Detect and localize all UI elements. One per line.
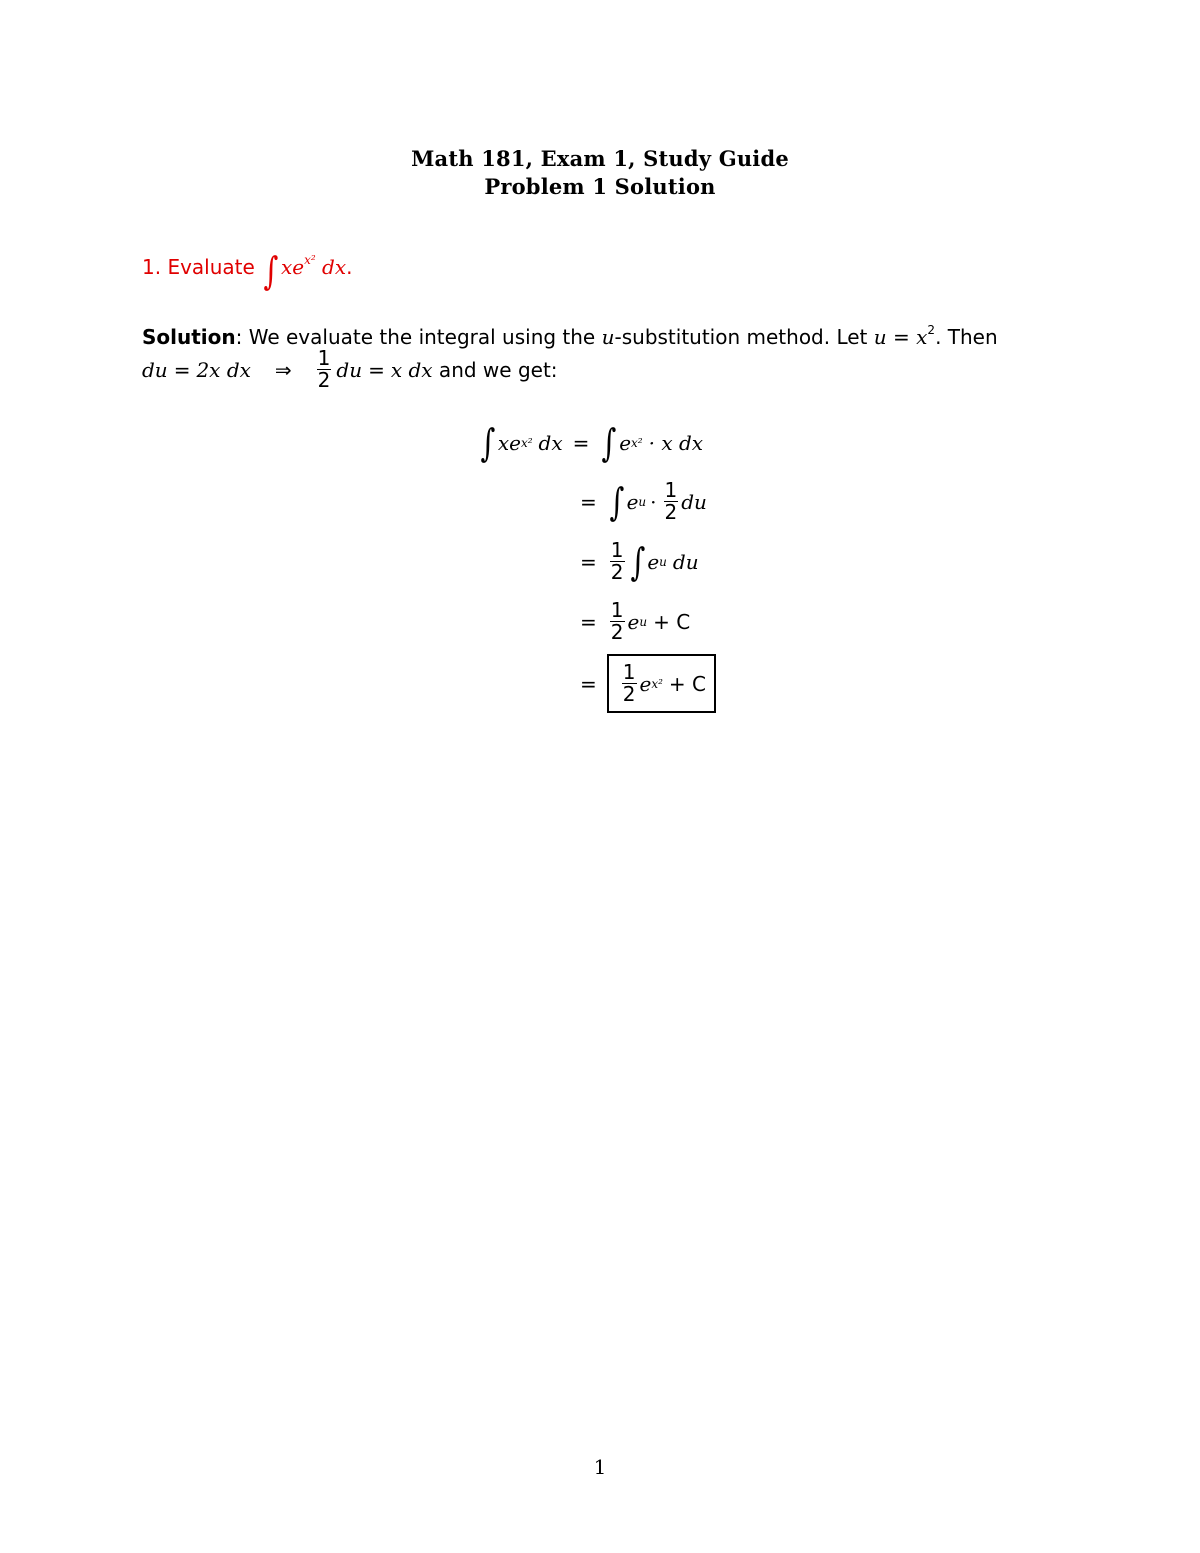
integral-sign: ∫ — [263, 249, 279, 293]
solution-line-2 — [142, 348, 558, 391]
line1-rhs-e: e — [619, 431, 632, 455]
line1-rhs-rest: · x dx — [648, 431, 704, 455]
derivation-line-2 — [570, 480, 707, 523]
problem-exponent: x² — [304, 253, 316, 267]
line2-xdx: x dx — [390, 357, 433, 382]
final-answer-box — [607, 654, 716, 713]
fraction-half — [610, 540, 625, 583]
line3-d: du — [672, 549, 699, 574]
fraction-half — [317, 348, 332, 391]
fraction-numerator: 1 — [664, 478, 678, 502]
integral-sign: ∫ — [609, 479, 625, 524]
du-symbol: du — [142, 357, 168, 382]
line1-lhs: xe — [497, 431, 521, 455]
problem-integrand: xe — [280, 255, 305, 279]
dot-operator: · — [650, 489, 657, 514]
fraction-denominator: 2 — [622, 682, 636, 706]
line5-e: e — [639, 671, 652, 696]
derivation-line-5 — [570, 654, 716, 713]
equals-sign: = — [580, 549, 597, 574]
page-subtitle: Problem 1 Solution — [484, 174, 716, 199]
line3-e: e — [647, 549, 660, 574]
implies-arrow: ⇒ — [274, 357, 292, 382]
fraction-numerator: 1 — [610, 598, 624, 622]
let-sup: 2 — [927, 323, 936, 337]
u-variable: u — [601, 325, 615, 349]
equals-sign: = — [572, 431, 590, 455]
let-eq: = — [893, 325, 910, 349]
line2-rhs: 2x dx — [196, 357, 251, 382]
page-number: 1 — [593, 1455, 607, 1479]
solution-label: Solution — [142, 325, 236, 349]
line1-lhs-exp: x² — [520, 436, 533, 450]
problem-differential: dx — [322, 255, 347, 279]
solution-text-3: . Then — [935, 325, 998, 349]
solution-text-2: -substitution method. Let — [614, 325, 874, 349]
line2-eq: = — [173, 357, 191, 382]
let-lhs: u — [873, 325, 887, 349]
fraction-denominator: 2 — [610, 560, 624, 584]
du-symbol-2: du — [336, 357, 363, 382]
line2-e: e — [626, 489, 639, 514]
equals-sign: = — [580, 489, 597, 514]
solution-line-1 — [142, 323, 1060, 349]
fraction-denominator: 2 — [664, 500, 678, 524]
equals-sign: = — [580, 671, 597, 696]
fraction-numerator: 1 — [610, 538, 624, 562]
line5-plus-c: + C — [668, 671, 707, 696]
line4-plus-c: + C — [653, 609, 691, 634]
fraction-numerator: 1 — [317, 346, 331, 370]
derivation-line-1 — [478, 421, 704, 465]
line2-end: and we get: — [432, 357, 558, 382]
line4-e: e — [627, 609, 640, 634]
page-title: Math 181, Exam 1, Study Guide — [411, 146, 789, 171]
line2-eq-2: = — [368, 357, 385, 382]
derivation-line-3 — [570, 540, 699, 583]
line2-exp: u — [638, 494, 647, 509]
equals-sign: = — [580, 609, 597, 634]
fraction-denominator: 2 — [610, 620, 624, 644]
fraction-denominator: 2 — [317, 368, 331, 392]
integral-sign: ∫ — [629, 539, 645, 584]
fraction-half — [664, 480, 679, 523]
problem-label: 1. Evaluate — [142, 255, 255, 279]
integral-sign: ∫ — [601, 421, 617, 465]
derivation-line-4 — [570, 600, 690, 643]
solution-line-1-main — [142, 323, 998, 349]
line1-rhs-exp: x² — [631, 436, 643, 450]
let-rhs: x — [916, 325, 928, 349]
fraction-half — [622, 662, 637, 705]
line2-d: du — [681, 489, 707, 514]
solution-text-1: : We evaluate the integral using the — [235, 325, 602, 349]
line4-exp: u — [639, 614, 648, 629]
problem-statement — [142, 249, 353, 293]
line3-exp: u — [659, 554, 667, 569]
fraction-half — [610, 600, 625, 643]
integral-sign: ∫ — [480, 421, 496, 465]
fraction-numerator: 1 — [622, 660, 636, 684]
problem-end: . — [346, 255, 353, 279]
line1-lhs-d: dx — [538, 431, 563, 455]
line5-exp: x² — [651, 676, 663, 691]
